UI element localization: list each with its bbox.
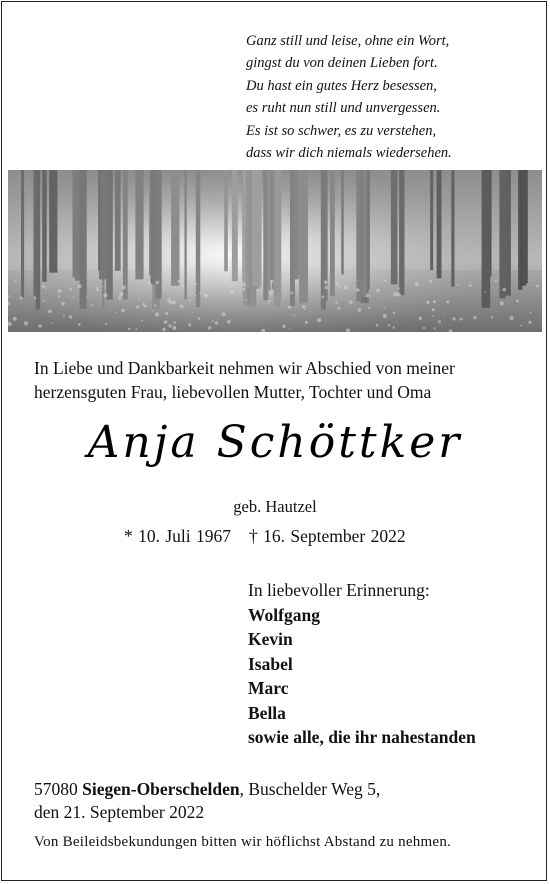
- ground-speck: [24, 321, 28, 325]
- ground-speck: [121, 309, 124, 312]
- ground-speck: [212, 284, 214, 286]
- ground-speck: [45, 288, 47, 290]
- ground-speck: [530, 311, 532, 313]
- ground-speck: [136, 306, 139, 309]
- ground-speck: [456, 284, 458, 286]
- ground-speck: [222, 312, 226, 316]
- ground-speck: [189, 299, 191, 301]
- closing-note: Von Beileidsbekundungen bitten wir höflichst Abstand zu nehmen.: [34, 834, 452, 850]
- tree-trunk: [196, 170, 201, 307]
- ground-speck: [122, 285, 126, 289]
- tree-trunk: [42, 170, 47, 282]
- ground-speck: [246, 299, 247, 300]
- ground-speck: [344, 286, 348, 290]
- poem-line: Du hast ein gutes Herz besessen,: [246, 77, 437, 94]
- ground-speck: [143, 302, 145, 304]
- ground-speck: [383, 280, 385, 282]
- ground-speck: [172, 326, 176, 330]
- ground-speck: [172, 300, 176, 304]
- postcode: 57080: [34, 779, 78, 799]
- ground-speck: [270, 291, 273, 294]
- mourner-name: Marc: [248, 678, 289, 698]
- ground-speck: [309, 311, 311, 313]
- ground-speck: [208, 326, 212, 330]
- address: [34, 778, 380, 824]
- tree-trunk: [267, 170, 271, 290]
- ground-speck: [34, 297, 36, 299]
- tree-trunk: [341, 170, 344, 274]
- ground-speck: [69, 315, 72, 318]
- mourner-name: sowie alle, die ihr nahestanden: [248, 727, 476, 747]
- tree-trunk: [522, 170, 528, 283]
- ground-speck: [317, 318, 321, 322]
- intro-text: [34, 356, 534, 404]
- deceased-name: Anja Schöttker: [87, 417, 463, 468]
- ground-speck: [61, 302, 65, 306]
- mourner-name: Bella: [248, 702, 286, 723]
- tree-trunk: [299, 170, 308, 303]
- ground-speck: [520, 325, 522, 327]
- ground-speck: [86, 296, 88, 298]
- mourners: [248, 578, 476, 750]
- ground-speck: [434, 327, 436, 329]
- ground-speck: [366, 294, 370, 298]
- ground-speck: [196, 283, 198, 285]
- birth-date: * 10. Juli 1967: [124, 526, 232, 546]
- ground-speck: [429, 280, 432, 283]
- ground-speck: [118, 296, 121, 299]
- tree-trunk: [185, 170, 187, 300]
- ground-speck: [484, 291, 486, 293]
- ground-speck: [164, 320, 168, 324]
- tree-trunk: [123, 170, 128, 300]
- ground-speck: [243, 299, 245, 301]
- ground-speck: [42, 285, 45, 288]
- ground-speck: [73, 296, 74, 297]
- address-line: [34, 778, 380, 801]
- ground-speck: [192, 312, 193, 313]
- ground-speck: [195, 294, 197, 296]
- ground-speck: [78, 284, 82, 288]
- death-date: † 16. September 2022: [249, 526, 406, 546]
- ground-speck: [242, 283, 246, 287]
- ground-speck: [347, 329, 350, 332]
- ground-speck: [383, 314, 387, 318]
- ground-speck: [473, 316, 476, 319]
- tree-trunk: [243, 170, 246, 292]
- ground-speck: [495, 280, 497, 282]
- tree-trunk: [451, 170, 454, 287]
- ground-speck: [70, 288, 72, 290]
- ground-speck: [419, 317, 422, 320]
- ground-speck: [143, 304, 144, 305]
- ground-speck: [393, 326, 395, 328]
- ground-speck: [469, 284, 472, 287]
- ground-speck: [155, 312, 159, 316]
- ground-speck: [376, 289, 380, 293]
- ground-speck: [58, 289, 62, 293]
- ground-speck: [335, 301, 338, 304]
- ground-speck: [385, 280, 387, 282]
- tree-trunk: [36, 170, 41, 310]
- tree-trunk: [430, 170, 433, 270]
- ground-speck: [103, 293, 107, 297]
- ground-speck: [460, 318, 463, 321]
- birth-name: geb. Hautzel: [233, 497, 317, 516]
- ground-speck: [58, 295, 60, 297]
- ground-speck: [178, 280, 181, 283]
- ground-speck: [191, 292, 193, 294]
- ground-speck: [48, 310, 52, 314]
- tree-trunk: [49, 170, 57, 273]
- tree-trunk: [499, 170, 505, 298]
- ground-speck: [293, 314, 295, 316]
- tree-trunk: [135, 170, 143, 279]
- ground-speck: [227, 320, 231, 324]
- ground-speck: [204, 293, 208, 297]
- tree-trunk: [276, 170, 281, 299]
- ground-speck: [163, 287, 165, 289]
- ground-speck: [270, 284, 271, 285]
- ground-speck: [13, 317, 17, 321]
- tree-trunk: [330, 170, 335, 296]
- ground-speck: [230, 285, 233, 288]
- ground-speck: [324, 286, 327, 289]
- mourner-name: Wolfgang: [248, 604, 320, 625]
- ground-speck: [438, 320, 441, 323]
- ground-speck: [268, 300, 271, 303]
- ground-speck: [324, 280, 328, 284]
- ground-speck: [452, 317, 455, 320]
- ground-speck: [349, 300, 353, 304]
- tree-trunk: [437, 170, 442, 278]
- ground-speck: [38, 324, 41, 327]
- tree-trunk: [290, 170, 295, 306]
- ground-speck: [423, 327, 425, 329]
- ground-speck: [215, 321, 219, 325]
- tree-trunk: [156, 170, 162, 298]
- ground-speck: [393, 312, 395, 314]
- ground-speck: [528, 321, 531, 324]
- ground-speck: [165, 312, 168, 315]
- place-date: den 21. September 2022: [34, 802, 205, 822]
- poem-line: gingst du von deinen Lieben fort.: [246, 55, 438, 72]
- ground-speck: [530, 280, 532, 282]
- tree-trunk: [232, 170, 238, 281]
- ground-speck: [52, 322, 53, 323]
- ground-speck: [128, 328, 130, 330]
- ground-speck: [180, 305, 184, 309]
- ground-speck: [182, 284, 185, 287]
- ground-speck: [96, 288, 99, 291]
- tree-trunk: [391, 170, 398, 284]
- poem: [246, 30, 536, 164]
- ground-speck: [503, 288, 507, 292]
- mourners-heading: In liebevoller Erinnerung:: [248, 580, 430, 600]
- tree-trunk: [106, 170, 113, 300]
- ground-speck: [102, 286, 103, 287]
- intro-line: In Liebe und Dankbarkeit nehmen wir Abschied von meiner: [34, 358, 455, 378]
- ground-speck: [295, 281, 298, 284]
- ground-speck: [188, 323, 191, 326]
- ground-speck: [162, 328, 166, 332]
- ground-speck: [268, 303, 269, 304]
- ground-speck: [154, 304, 156, 306]
- ground-speck: [198, 317, 201, 320]
- ground-speck: [63, 315, 65, 317]
- ground-speck: [338, 285, 339, 286]
- ground-speck: [432, 308, 435, 311]
- ground-speck: [536, 285, 539, 288]
- tree-trunk: [98, 170, 100, 271]
- ground-speck: [509, 316, 513, 320]
- tree-trunk: [171, 170, 179, 286]
- ground-speck: [230, 290, 234, 294]
- ground-speck: [305, 321, 308, 324]
- ground-speck: [337, 307, 340, 310]
- ground-speck: [156, 281, 160, 285]
- ground-speck: [139, 298, 141, 300]
- ground-speck: [105, 323, 107, 325]
- ground-speck: [335, 282, 338, 285]
- ground-speck: [415, 282, 419, 286]
- tree-trunk: [224, 170, 228, 271]
- ground-speck: [491, 316, 493, 318]
- ground-speck: [368, 307, 370, 309]
- ground-speck: [500, 301, 504, 305]
- poem-line: Ganz still und leise, ohne ein Wort,: [246, 33, 450, 49]
- ground-speck: [357, 280, 358, 281]
- ground-speck: [302, 305, 306, 309]
- tree-trunk: [21, 170, 24, 298]
- mourner-name: Isabel: [248, 653, 293, 674]
- forest-photo: [8, 170, 542, 332]
- ground-speck: [444, 314, 445, 315]
- ground-speck: [91, 304, 93, 306]
- tree-trunk: [399, 170, 404, 295]
- ground-speck: [289, 328, 290, 329]
- ground-speck: [199, 292, 201, 294]
- poem-line: dass wir dich niemals wiedersehen.: [246, 145, 452, 162]
- street: , Buschelder Weg 5,: [239, 779, 381, 799]
- ground-speck: [288, 306, 291, 309]
- ground-speck: [167, 298, 171, 302]
- ground-speck: [152, 310, 153, 311]
- ground-speck: [304, 309, 306, 311]
- tree-trunk: [252, 170, 258, 274]
- ground-speck: [20, 296, 23, 299]
- ground-speck: [433, 300, 436, 303]
- ground-speck: [290, 292, 293, 295]
- ground-speck: [174, 321, 177, 324]
- ground-speck: [285, 292, 286, 293]
- ground-speck: [282, 325, 285, 328]
- ground-speck: [426, 301, 429, 304]
- ground-speck: [393, 292, 397, 296]
- tree-trunk: [295, 170, 299, 279]
- tree-trunk: [360, 170, 363, 277]
- tree-trunk: [115, 170, 121, 271]
- ground-speck: [383, 307, 385, 309]
- ground-speck: [338, 287, 339, 288]
- ground-speck: [356, 288, 360, 292]
- ground-speck: [78, 323, 81, 326]
- ground-speck: [244, 308, 245, 309]
- ground-speck: [141, 320, 143, 322]
- ground-speck: [119, 292, 123, 296]
- city: Siegen-Oberschelden: [82, 779, 240, 799]
- ground-speck: [43, 300, 45, 302]
- ground-speck: [135, 328, 137, 330]
- ground-speck: [147, 281, 151, 285]
- ground-speck: [399, 288, 401, 290]
- ground-speck: [243, 288, 246, 291]
- life-dates: [124, 526, 424, 547]
- ground-speck: [116, 312, 118, 314]
- ground-speck: [516, 300, 519, 303]
- mourner-name: Kevin: [248, 629, 293, 649]
- intro-line: herzensguten Frau, liebevollen Mutter, Tochter und Oma: [34, 382, 432, 402]
- ground-speck: [271, 280, 274, 283]
- tree-trunk: [482, 170, 491, 308]
- ground-speck: [321, 296, 324, 299]
- ground-speck: [432, 315, 434, 317]
- ground-speck: [388, 324, 390, 326]
- ground-speck: [8, 295, 10, 297]
- ground-speck: [358, 308, 362, 312]
- poem-line: Es ist so schwer, es zu verstehen,: [246, 122, 437, 139]
- ground-speck: [15, 280, 17, 282]
- ground-speck: [376, 324, 379, 327]
- ground-speck: [168, 324, 171, 327]
- poem-line: es ruht nun still und unvergessen.: [246, 100, 441, 117]
- ground-speck: [446, 300, 449, 303]
- ground-speck: [212, 320, 214, 322]
